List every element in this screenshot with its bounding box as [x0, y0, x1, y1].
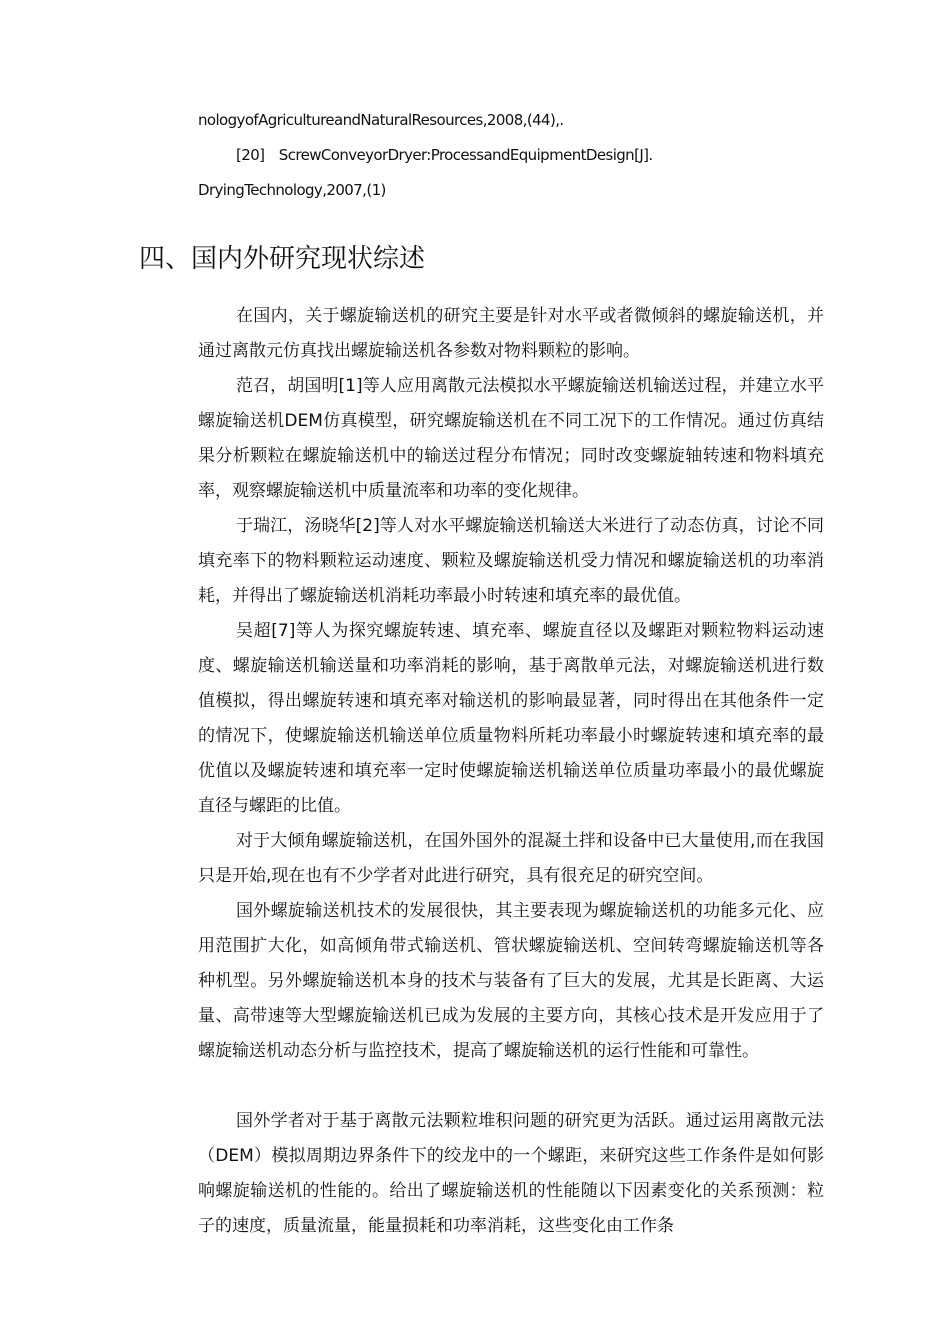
section-heading: 四、国内外研究现状综述	[139, 244, 426, 274]
paragraph: 对于大倾角螺旋输送机，在国外国外的混凝土拌和设备中已大量使用,而在我国只是开始,现在也有不少学者对此进行研究，具有很充足的研究空间。	[198, 831, 824, 886]
paragraph: 国外学者对于基于离散元法颗粒堆积问题的研究更为活跃。通过运用离散元法（DEM）模拟周期边界条件下的绞龙中的一个螺距，来研究这些工作条件是如何影响螺旋输送机的性能的。给出了螺旋输送机的性能随以下因素变化的关系预测：粒子的速度，质量流量，能量损耗和功率消耗，这些变化由工作条	[198, 1111, 824, 1236]
paragraph: 范召，胡国明[1]等人应用离散元法模拟水平螺旋输送机输送过程，并建立水平螺旋输送机DEM仿真模型，研究螺旋输送机在不同工况下的工作情况。通过仿真结果分析颗粒在螺旋输送机中的输送过程分布情况；同时改变螺旋轴转速和物料填充率，观察螺旋输送机中质量流率和功率的变化规律。	[198, 376, 824, 501]
paragraph: 国外螺旋输送机技术的发展很快，其主要表现为螺旋输送机的功能多元化、应用范围扩大化，如高倾角带式输送机、管状螺旋输送机、空间转弯螺旋输送机等各种机型。另外螺旋输送机本身的技术与装备有了巨大的发展，尤其是长距离、大运量、高带速等大型螺旋输送机已成为发展的主要方向，其核心技术是开发应用于了螺旋输送机动态分析与监控技术，提高了螺旋输送机的运行性能和可靠性。	[198, 901, 824, 1061]
reference-entry-20: [20] ScrewConveyorDryer:ProcessandEquipmentDesign[J].	[236, 146, 653, 164]
reference-continuation: DryingTechnology,2007,(1)	[198, 181, 386, 199]
paragraph: 于瑞江，汤晓华[2]等人对水平螺旋输送机输送大米进行了动态仿真，讨论不同填充率下的物料颗粒运动速度、颗粒及螺旋输送机受力情况和螺旋输送机的功率消耗，并得出了螺旋输送机消耗功率最小时转速和填充率的最优值。	[198, 516, 824, 606]
paragraph: 在国内，关于螺旋输送机的研究主要是针对水平或者微倾斜的螺旋输送机，并通过离散元仿真找出螺旋输送机各参数对物料颗粒的影响。	[198, 306, 824, 361]
paragraph: 吴超[7]等人为探究螺旋转速、填充率、螺旋直径以及螺距对颗粒物料运动速度、螺旋输送机输送量和功率消耗的影响，基于离散单元法，对螺旋输送机进行数值模拟，得出螺旋转速和填充率对输送机的影响最显著，同时得出在其他条件一定的情况下，使螺旋输送机输送单位质量物料所耗功率最小时螺旋转速和填充率的最优值以及螺旋转速和填充率一定时使螺旋输送机输送单位质量功率最小的最优螺旋直径与螺距的比值。	[198, 621, 824, 816]
reference-continuation: nologyofAgricultureandNaturalResources,2008,(44),.	[198, 111, 564, 129]
